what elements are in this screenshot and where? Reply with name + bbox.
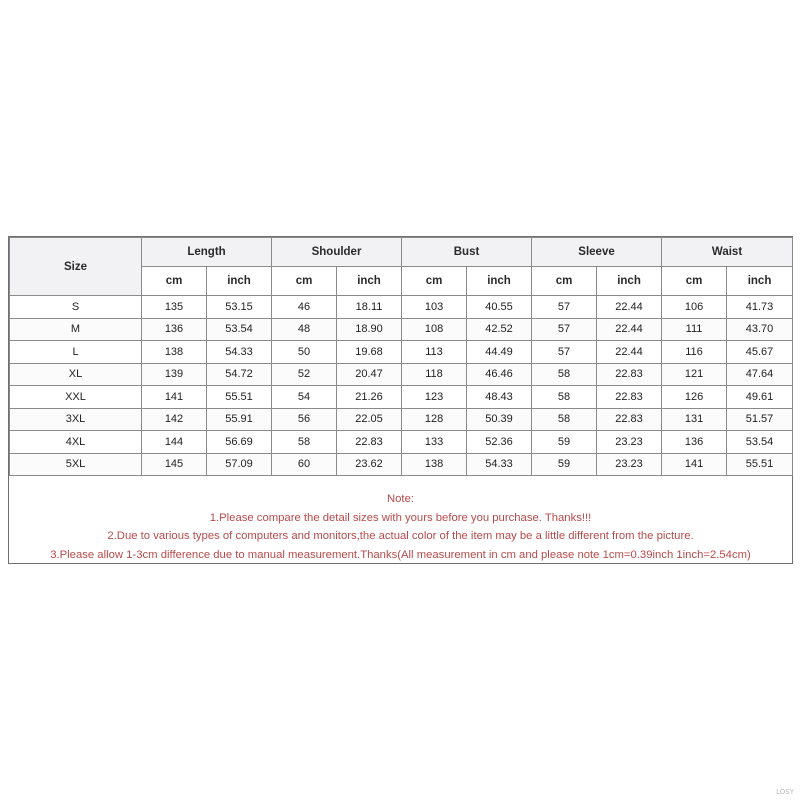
size-table [9, 237, 793, 476]
measurement-cell: 47.64 [727, 363, 793, 386]
measurement-cell: 55.51 [207, 386, 272, 409]
shoulder-header: Shoulder [272, 238, 402, 267]
measurement-cell: 57 [532, 296, 597, 319]
measurement-cell: 20.47 [337, 363, 402, 386]
measurement-cell: 50.39 [467, 408, 532, 431]
measurement-cell: 59 [532, 431, 597, 454]
measurement-cell: 123 [402, 386, 467, 409]
measurement-cell: 55.51 [727, 453, 793, 476]
unit-cm-header: cm [402, 267, 467, 296]
sleeve-header: Sleeve [532, 238, 662, 267]
size-cell: 5XL [10, 453, 142, 476]
measurement-cell: 113 [402, 341, 467, 364]
measurement-cell: 18.11 [337, 296, 402, 319]
measurement-cell: 103 [402, 296, 467, 319]
measurement-cell: 23.23 [597, 453, 662, 476]
measurement-cell: 22.83 [597, 386, 662, 409]
measurement-cell: 57 [532, 341, 597, 364]
size-cell: XXL [10, 386, 142, 409]
measurement-cell: 21.26 [337, 386, 402, 409]
measurement-cell: 42.52 [467, 318, 532, 341]
table-row [10, 296, 793, 319]
measurement-cell: 55.91 [207, 408, 272, 431]
measurement-cell: 111 [662, 318, 727, 341]
watermark-text: LOSY [776, 788, 794, 796]
measurement-cell: 54.33 [207, 341, 272, 364]
measurement-cell: 56 [272, 408, 337, 431]
measurement-cell: 45.67 [727, 341, 793, 364]
unit-inch-header: inch [337, 267, 402, 296]
measurement-cell: 54 [272, 386, 337, 409]
measurement-cell: 22.05 [337, 408, 402, 431]
measurement-cell: 50 [272, 341, 337, 364]
measurement-cell: 116 [662, 341, 727, 364]
table-row [10, 341, 793, 364]
unit-cm-header: cm [662, 267, 727, 296]
size-cell: M [10, 318, 142, 341]
note-line: 1.Please compare the detail sizes with yours before you purchase. Thanks!!! [209, 511, 592, 524]
measurement-cell: 58 [532, 386, 597, 409]
size-cell: S [10, 296, 142, 319]
table-row [10, 386, 793, 409]
measurement-cell: 46 [272, 296, 337, 319]
measurement-cell: 128 [402, 408, 467, 431]
measurement-cell: 145 [142, 453, 207, 476]
measurement-cell: 54.72 [207, 363, 272, 386]
measurement-cell: 126 [662, 386, 727, 409]
size-header: Size [10, 238, 142, 296]
measurement-cell: 56.69 [207, 431, 272, 454]
table-row [10, 453, 793, 476]
measurement-cell: 46.46 [467, 363, 532, 386]
measurement-cell: 58 [532, 408, 597, 431]
measurement-cell: 49.61 [727, 386, 793, 409]
measurement-cell: 22.44 [597, 318, 662, 341]
measurement-cell: 53.15 [207, 296, 272, 319]
table-row [10, 431, 793, 454]
measurement-cell: 40.55 [467, 296, 532, 319]
unit-cm-header: cm [142, 267, 207, 296]
measurement-cell: 131 [662, 408, 727, 431]
unit-inch-header: inch [597, 267, 662, 296]
measurement-cell: 22.44 [597, 296, 662, 319]
length-header: Length [142, 238, 272, 267]
measurement-cell: 44.49 [467, 341, 532, 364]
table-row [10, 318, 793, 341]
measurement-cell: 18.90 [337, 318, 402, 341]
measurement-cell: 58 [532, 363, 597, 386]
measurement-cell: 139 [142, 363, 207, 386]
header-group-row [10, 238, 793, 267]
measurement-cell: 118 [402, 363, 467, 386]
notes-section [9, 476, 792, 564]
unit-cm-header: cm [272, 267, 337, 296]
note-line: 3.Please allow 1-3cm difference due to manual measurement.Thanks(All measurement in cm and please note 1cm=0.39inch 1inch=2.54cm) [50, 548, 751, 561]
waist-header: Waist [662, 238, 793, 267]
unit-inch-header: inch [727, 267, 793, 296]
note-title: Note: [386, 493, 414, 505]
measurement-cell: 53.54 [207, 318, 272, 341]
measurement-cell: 142 [142, 408, 207, 431]
measurement-cell: 52 [272, 363, 337, 386]
bust-header: Bust [402, 238, 532, 267]
unit-inch-header: inch [467, 267, 532, 296]
unit-cm-header: cm [532, 267, 597, 296]
measurement-cell: 59 [532, 453, 597, 476]
measurement-cell: 43.70 [727, 318, 793, 341]
measurement-cell: 23.62 [337, 453, 402, 476]
table-row [10, 408, 793, 431]
note-line: 2.Due to various types of computers and monitors,the actual color of the item may be a little different from the picture. [107, 530, 694, 542]
measurement-cell: 144 [142, 431, 207, 454]
measurement-cell: 19.68 [337, 341, 402, 364]
size-cell: 4XL [10, 431, 142, 454]
measurement-cell: 48.43 [467, 386, 532, 409]
size-rows [10, 296, 793, 476]
measurement-cell: 58 [272, 431, 337, 454]
measurement-cell: 57.09 [207, 453, 272, 476]
measurement-cell: 52.36 [467, 431, 532, 454]
size-cell: L [10, 341, 142, 364]
measurement-cell: 53.54 [727, 431, 793, 454]
measurement-cell: 54.33 [467, 453, 532, 476]
measurement-cell: 57 [532, 318, 597, 341]
size-cell: XL [10, 363, 142, 386]
measurement-cell: 141 [662, 453, 727, 476]
measurement-cell: 138 [402, 453, 467, 476]
measurement-cell: 108 [402, 318, 467, 341]
size-cell: 3XL [10, 408, 142, 431]
measurement-cell: 41.73 [727, 296, 793, 319]
measurement-cell: 22.83 [597, 363, 662, 386]
measurement-cell: 51.57 [727, 408, 793, 431]
measurement-cell: 121 [662, 363, 727, 386]
measurement-cell: 135 [142, 296, 207, 319]
measurement-cell: 23.23 [597, 431, 662, 454]
measurement-cell: 22.44 [597, 341, 662, 364]
measurement-cell: 22.83 [597, 408, 662, 431]
size-chart [8, 236, 793, 564]
measurement-cell: 48 [272, 318, 337, 341]
measurement-cell: 60 [272, 453, 337, 476]
measurement-cell: 141 [142, 386, 207, 409]
table-row [10, 363, 793, 386]
measurement-cell: 106 [662, 296, 727, 319]
measurement-cell: 133 [402, 431, 467, 454]
measurement-cell: 138 [142, 341, 207, 364]
unit-inch-header: inch [207, 267, 272, 296]
measurement-cell: 136 [662, 431, 727, 454]
measurement-cell: 136 [142, 318, 207, 341]
measurement-cell: 22.83 [337, 431, 402, 454]
